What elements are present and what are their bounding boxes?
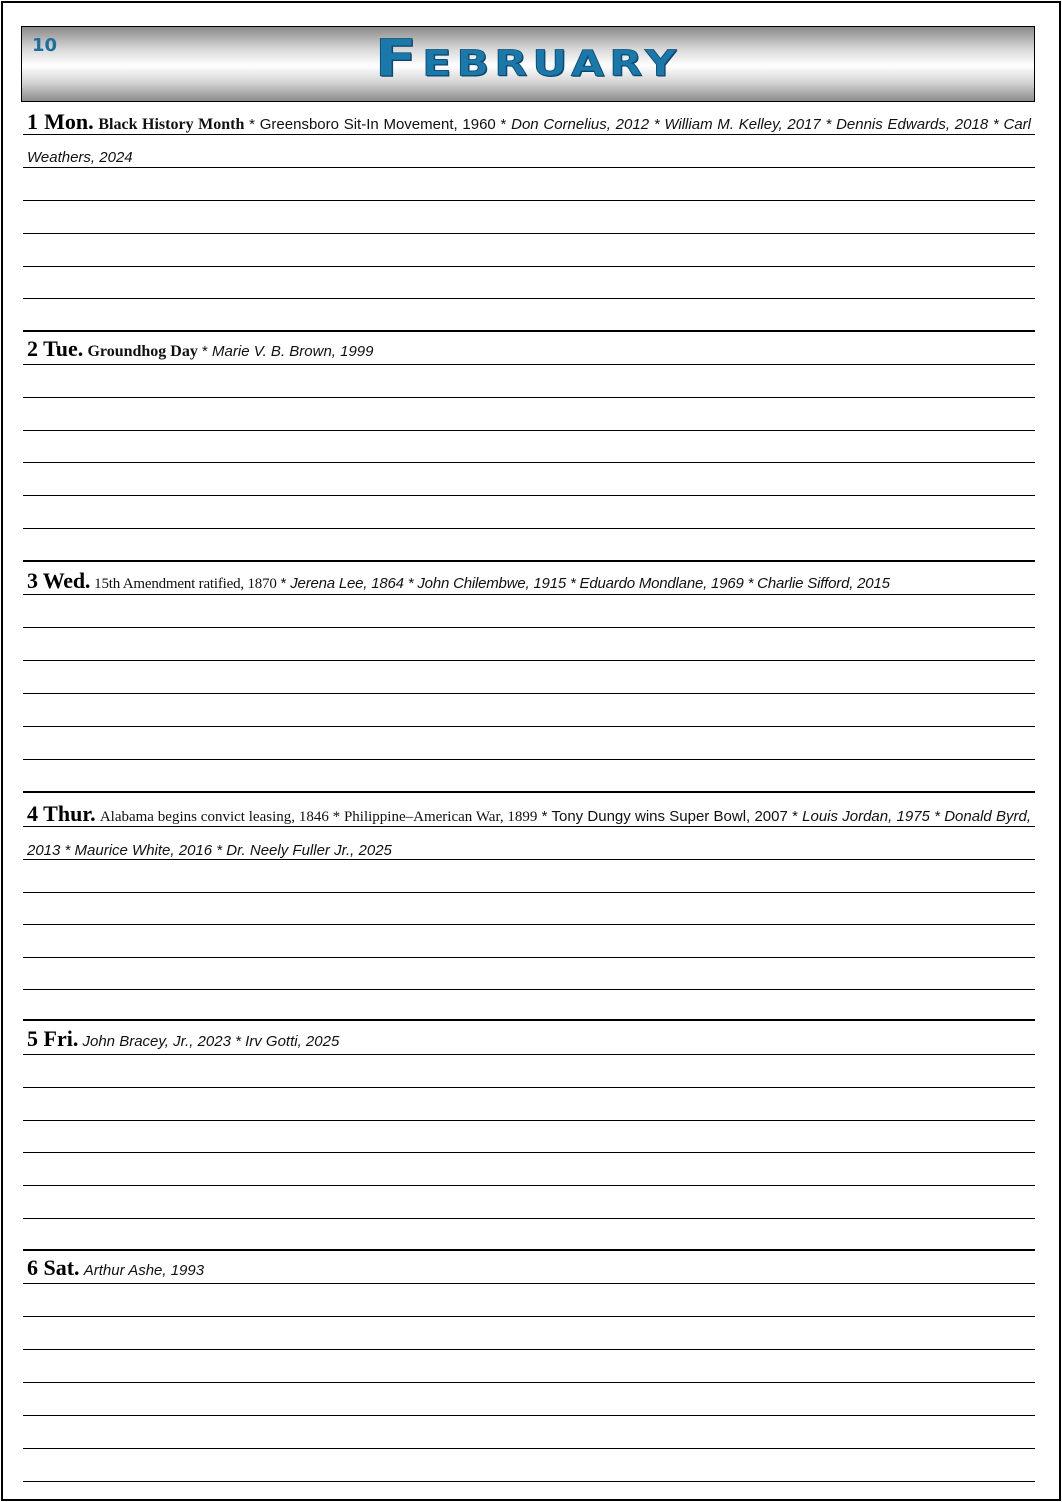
day-label: 4 Thur. — [27, 801, 96, 826]
memorial-list: Arthur Ashe, 1993 — [83, 1262, 205, 1279]
day-label: 5 Fri. — [27, 1026, 79, 1051]
day-section-4 — [23, 791, 1035, 1021]
day-label: 3 Wed. — [27, 568, 91, 593]
separator: * — [276, 575, 291, 592]
day-entry-1 — [27, 105, 1031, 174]
day-entry-4 — [27, 797, 1031, 867]
day-section-1 — [23, 101, 1035, 331]
day-entry-5 — [27, 1022, 1031, 1058]
day-label: 6 Sat. — [27, 1255, 80, 1280]
day-section-6 — [23, 1249, 1035, 1497]
separator: * — [495, 116, 512, 133]
memorial-list: Marie V. B. Brown, 1999 — [212, 343, 374, 360]
historical-event: Alabama begins convict leasing, 1846 * Philippine–American War, 1899 — [99, 809, 538, 825]
day-entry-6 — [27, 1251, 1031, 1287]
day-section-2 — [23, 330, 1035, 560]
day-entry-3 — [27, 564, 1031, 601]
day-label: 1 Mon. — [27, 109, 94, 134]
separator: * — [537, 808, 552, 825]
day-label: 2 Tue. — [27, 336, 84, 361]
separator: * — [197, 343, 213, 360]
memorial-list: Louis Jordan, 1975 * Donald Byrd, 2013 * Maurice White, 2016 * Dr. Neely Fuller Jr., 2025 — [27, 808, 1032, 859]
holiday-name: Groundhog Day — [87, 343, 198, 360]
separator: * — [244, 116, 260, 133]
month-header — [21, 26, 1035, 102]
memorial-list: Don Cornelius, 2012 * William M. Kelley, 2017 * Dennis Edwards, 2018 * Carl Weathers, 2024 — [27, 116, 1031, 166]
memorial-list: Jerena Lee, 1864 * John Chilembwe, 1915 * Eduardo Mondlane, 1969 * Charlie Sifford, 2015 — [290, 575, 890, 592]
day-entry-2 — [27, 332, 1031, 368]
historical-event-2: Tony Dungy wins Super Bowl, 2007 — [551, 808, 788, 825]
historical-event: Greensboro Sit-In Movement, 1960 — [259, 116, 496, 133]
day-section-3 — [23, 560, 1035, 792]
holiday-name: Black History Month — [98, 116, 245, 133]
planner-page — [1, 1, 1061, 1501]
day-section-5 — [23, 1019, 1035, 1251]
historical-event: 15th Amendment ratified, 1870 — [94, 576, 277, 592]
memorial-list: John Bracey, Jr., 2023 * Irv Gotti, 2025 — [82, 1033, 340, 1050]
page-number: 10 — [32, 35, 58, 56]
separator: * — [787, 808, 803, 825]
month-title: February — [374, 28, 682, 88]
